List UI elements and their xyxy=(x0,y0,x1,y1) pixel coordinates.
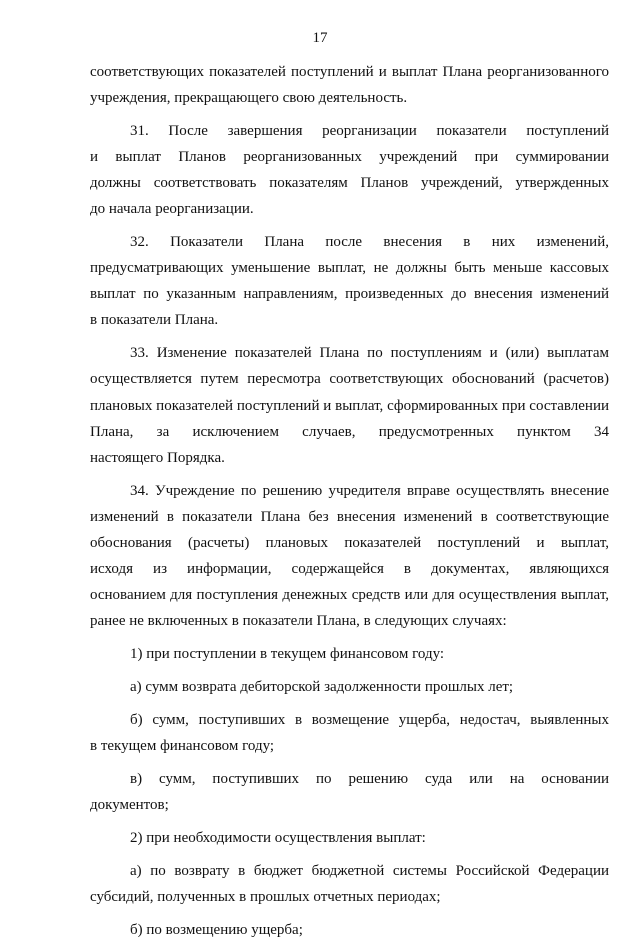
paragraph-31-line: должны соответствовать показателям Планов учреждений, утвержденных xyxy=(90,175,609,192)
list-item-2: 2) при необходимости осуществления выплат: xyxy=(130,829,426,846)
paragraph-line: учреждения, прекращающего свою деятельность. xyxy=(90,90,408,107)
paragraph-34-line: основанием для поступления денежных средств или для осуществления выплат, xyxy=(90,586,609,603)
paragraph-line: соответствующих показателей поступлений и выплат Плана реорганизованного xyxy=(90,64,609,80)
paragraph-33-line: 33. Изменение показателей Плана по поступлениям и (или) выплатам xyxy=(130,345,609,362)
list-subitem-a-line: а) по возврату в бюджет бюджетной системы Российской Федерации xyxy=(130,862,609,879)
paragraph-33-line: настоящего Порядка. xyxy=(90,449,225,466)
paragraph-32-line: 32. Показатели Плана после внесения в них изменений, xyxy=(130,234,609,251)
list-subitem-v-line: в) сумм, поступивших по решению суда или на основании xyxy=(130,770,609,787)
paragraph-32-line: предусматривающих уменьшение выплат, не должны быть меньше кассовых xyxy=(90,260,609,277)
document-body xyxy=(90,59,609,943)
list-subitem-v-line: документов; xyxy=(90,796,169,813)
list-item-1: 1) при поступлении в текущем финансовом году: xyxy=(130,645,445,662)
paragraph-34-line: ранее не включенных в показатели Плана, в следующих случаях: xyxy=(90,613,507,630)
paragraph-33-line: Плана, за исключением случаев, предусмотренных пунктом 34 xyxy=(90,423,609,440)
paragraph-34-line: 34. Учреждение по решению учредителя вправе осуществлять внесение xyxy=(130,482,609,499)
paragraph-34-line: исходя из информации, содержащейся в документах, являющихся xyxy=(90,560,609,577)
list-subitem-b: б) по возмещению ущерба; xyxy=(130,921,303,938)
paragraph-34-line: обоснования (расчеты) плановых показателей поступлений и выплат, xyxy=(90,534,609,551)
list-subitem-a: а) сумм возврата дебиторской задолженности прошлых лет; xyxy=(130,678,514,695)
list-subitem-b-line: в текущем финансовом году; xyxy=(90,737,275,754)
paragraph-33-line: плановых показателей поступлений и выплат, сформированных при составлении xyxy=(90,397,609,414)
paragraph-31-line: до начала реорганизации. xyxy=(90,201,254,218)
page-number: 17 xyxy=(312,30,328,46)
list-subitem-a-line: субсидий, полученных в прошлых отчетных периодах; xyxy=(90,888,441,905)
paragraph-31-line: и выплат Планов реорганизованных учреждений при суммировании xyxy=(90,149,609,166)
paragraph-31-line: 31. После завершения реорганизации показатели поступлений xyxy=(130,122,609,139)
paragraph-32-line: выплат по указанным направлениям, произведенных до внесения изменений xyxy=(90,286,609,303)
paragraph-32-line: в показатели Плана. xyxy=(90,312,219,329)
paragraph-34-line: изменений в показатели Плана без внесения изменений в соответствующие xyxy=(90,508,609,525)
paragraph-33-line: осуществляется путем пересмотра соответствующих обоснований (расчетов) xyxy=(90,371,609,388)
list-subitem-b-line: б) сумм, поступивших в возмещение ущерба, недостач, выявленных xyxy=(130,711,609,728)
